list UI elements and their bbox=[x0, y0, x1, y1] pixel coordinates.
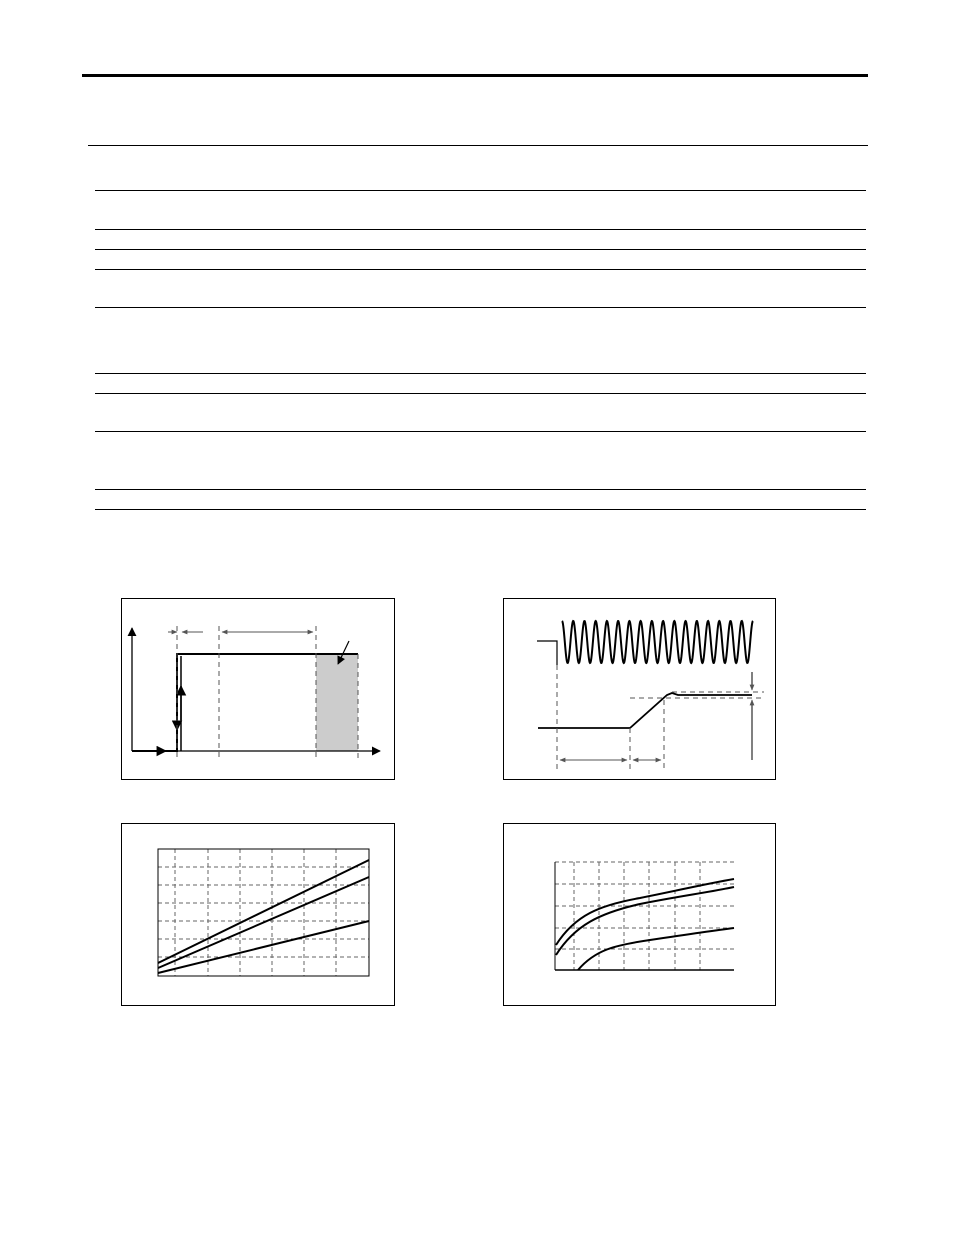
table-row-rule bbox=[95, 249, 866, 250]
table-row-rule bbox=[95, 373, 866, 374]
table-row-rule bbox=[95, 190, 866, 191]
figure-linear-graph bbox=[121, 823, 395, 1006]
table-row-rule bbox=[95, 229, 866, 230]
header-rule bbox=[82, 74, 868, 77]
table-row-rule bbox=[95, 489, 866, 490]
figure-pulse-timing bbox=[121, 598, 395, 780]
figure-curve-graph bbox=[503, 823, 776, 1006]
table-bottom-rule bbox=[95, 509, 866, 510]
table-row-rule bbox=[95, 307, 866, 308]
figure-oscillation-timing bbox=[503, 598, 776, 780]
table-row-rule bbox=[95, 431, 866, 432]
table-row-rule bbox=[95, 393, 866, 394]
table-top-rule bbox=[88, 145, 868, 146]
table-row-rule bbox=[95, 269, 866, 270]
